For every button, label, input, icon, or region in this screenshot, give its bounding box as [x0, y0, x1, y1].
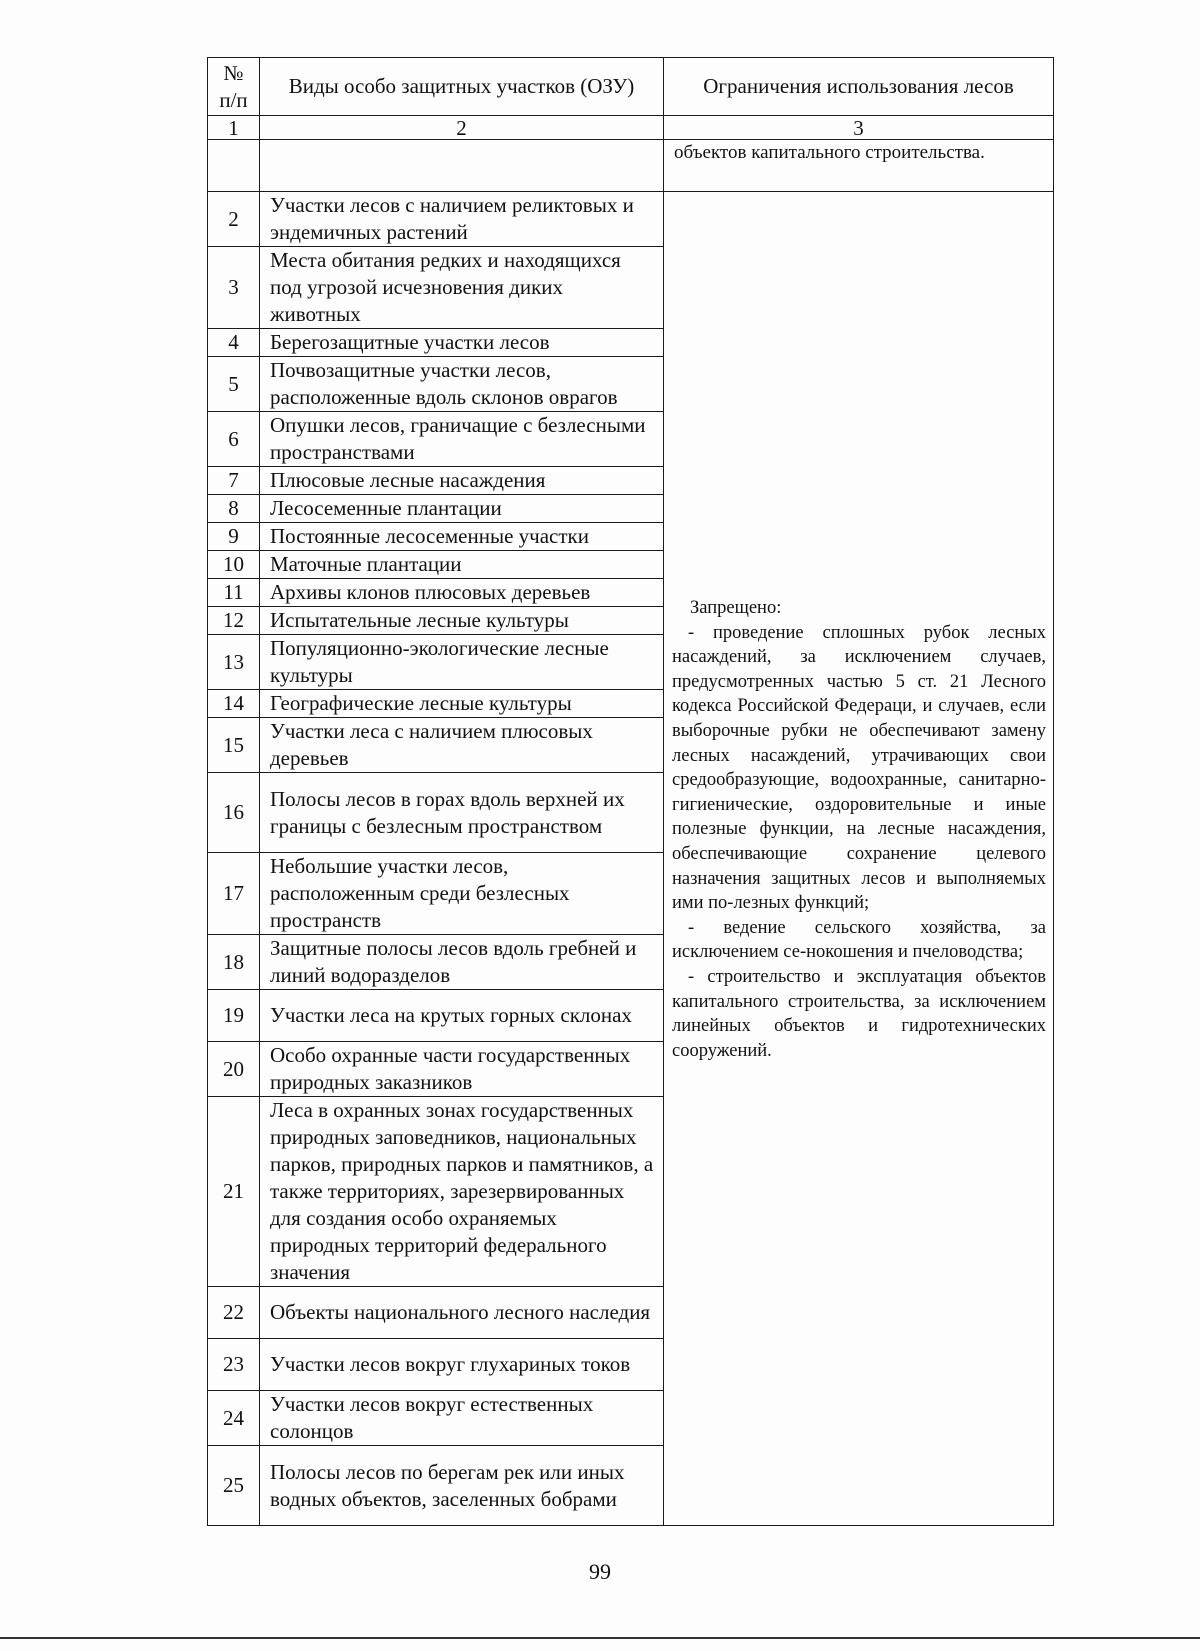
- row-number: 6: [208, 412, 260, 467]
- bottom-rule: [0, 1637, 1200, 1639]
- row-number: 23: [208, 1339, 260, 1391]
- site-type-name: Географические лесные культуры: [260, 690, 664, 718]
- column-number-row: [208, 116, 1054, 140]
- site-type-name: Почвозащитные участки лесов, расположенные вдоль склонов оврагов: [260, 357, 664, 412]
- continuation-row: [208, 140, 1054, 192]
- row-number: 7: [208, 467, 260, 495]
- row-number: 9: [208, 523, 260, 551]
- row-number: 19: [208, 990, 260, 1042]
- site-type-name: Участки лесов с наличием реликтовых и эндемичных растений: [260, 192, 664, 247]
- table-row: [208, 192, 1054, 247]
- row-number: 18: [208, 935, 260, 990]
- restriction-item: - проведение сплошных рубок лесных насаждений, за исключением случаев, предусмотренных частью 5 ст. 21 Лесного кодекса Российской Федераци, и случаев, если выборочные рубки не обеспечивают замену лесных насаждений, утрачивающих свои средообразующие, водоохранные, санитарно-гигиенические, оздоровительные и иные полезные функции, на лесные насаждения, обеспечивающие сохранение целевого назначения защитных лесов и выполняемых ими по-лезных функций;: [672, 622, 1046, 914]
- row-number: 20: [208, 1042, 260, 1097]
- empty-cell: [208, 140, 260, 192]
- table-header-row: [208, 58, 1054, 116]
- row-number: 5: [208, 357, 260, 412]
- row-number: 14: [208, 690, 260, 718]
- site-type-name: Объекты национального лесного наследия: [260, 1287, 664, 1339]
- row-number: 3: [208, 247, 260, 329]
- forest-restrictions-table: [207, 57, 1054, 1526]
- site-type-name: Участки лесов вокруг естественных солонцов: [260, 1391, 664, 1446]
- site-type-name: Берегозащитные участки лесов: [260, 329, 664, 357]
- row-number: 8: [208, 495, 260, 523]
- site-type-name: Особо охранные части государственных природных заказников: [260, 1042, 664, 1097]
- site-type-name: Участки лесов вокруг глухариных токов: [260, 1339, 664, 1391]
- page-number: 99: [589, 1559, 611, 1584]
- site-type-name: Места обитания редких и находящихся под угрозой исчезновения диких животных: [260, 247, 664, 329]
- table-body: [208, 140, 1054, 1526]
- site-type-name: Постоянные лесосеменные участки: [260, 523, 664, 551]
- row-number: 11: [208, 579, 260, 607]
- continuation-text: объектов капитального строительства.: [664, 140, 1054, 192]
- site-type-name: Леса в охранных зонах государственных природных заповедников, национальных парков, природных парков и памятников, а также территориях, зарезервированных для создания особо охраняемых природных территорий федерального значения: [260, 1097, 664, 1287]
- site-type-name: Архивы клонов плюсовых деревьев: [260, 579, 664, 607]
- site-type-name: Полосы лесов по берегам рек или иных водных объектов, заселенных бобрами: [260, 1446, 664, 1526]
- site-type-name: Плюсовые лесные насаждения: [260, 467, 664, 495]
- restrictions-cell: [664, 192, 1054, 1526]
- row-number: 16: [208, 773, 260, 853]
- row-number: 10: [208, 551, 260, 579]
- header-number: № п/п: [208, 58, 260, 116]
- row-number: 13: [208, 635, 260, 690]
- site-type-name: Небольшие участки лесов, расположенным среди безлесных пространств: [260, 853, 664, 935]
- restriction-item: - ведение сельского хозяйства, за исключением се-нокошения и пчеловодства;: [672, 917, 1046, 963]
- restriction-item: - строительство и эксплуатация объектов капитального строительства, за исключением линейных объектов и гидротехнических сооружений.: [672, 966, 1046, 1061]
- row-number: 12: [208, 607, 260, 635]
- header-site-types: Виды особо защитных участков (ОЗУ): [260, 58, 664, 116]
- header-restrictions: Ограничения использования лесов: [664, 58, 1054, 116]
- site-type-name: Популяционно-экологические лесные культуры: [260, 635, 664, 690]
- column-number-3: 3: [664, 116, 1054, 140]
- site-type-name: Маточные плантации: [260, 551, 664, 579]
- site-type-name: Полосы лесов в горах вдоль верхней их границы с безлесным пространством: [260, 773, 664, 853]
- row-number: 17: [208, 853, 260, 935]
- row-number: 21: [208, 1097, 260, 1287]
- site-type-name: Участки леса на крутых горных склонах: [260, 990, 664, 1042]
- row-number: 15: [208, 718, 260, 773]
- site-type-name: Опушки лесов, граничащие с безлесными пространствами: [260, 412, 664, 467]
- site-type-name: Защитные полосы лесов вдоль гребней и линий водоразделов: [260, 935, 664, 990]
- row-number: 2: [208, 192, 260, 247]
- restriction-title: Запрещено:: [690, 598, 782, 618]
- empty-cell: [260, 140, 664, 192]
- row-number: 4: [208, 329, 260, 357]
- column-number-1: 1: [208, 116, 260, 140]
- row-number: 24: [208, 1391, 260, 1446]
- row-number: 22: [208, 1287, 260, 1339]
- column-number-2: 2: [260, 116, 664, 140]
- site-type-name: Испытательные лесные культуры: [260, 607, 664, 635]
- site-type-name: Лесосеменные плантации: [260, 495, 664, 523]
- site-type-name: Участки леса с наличием плюсовых деревьев: [260, 718, 664, 773]
- row-number: 25: [208, 1446, 260, 1526]
